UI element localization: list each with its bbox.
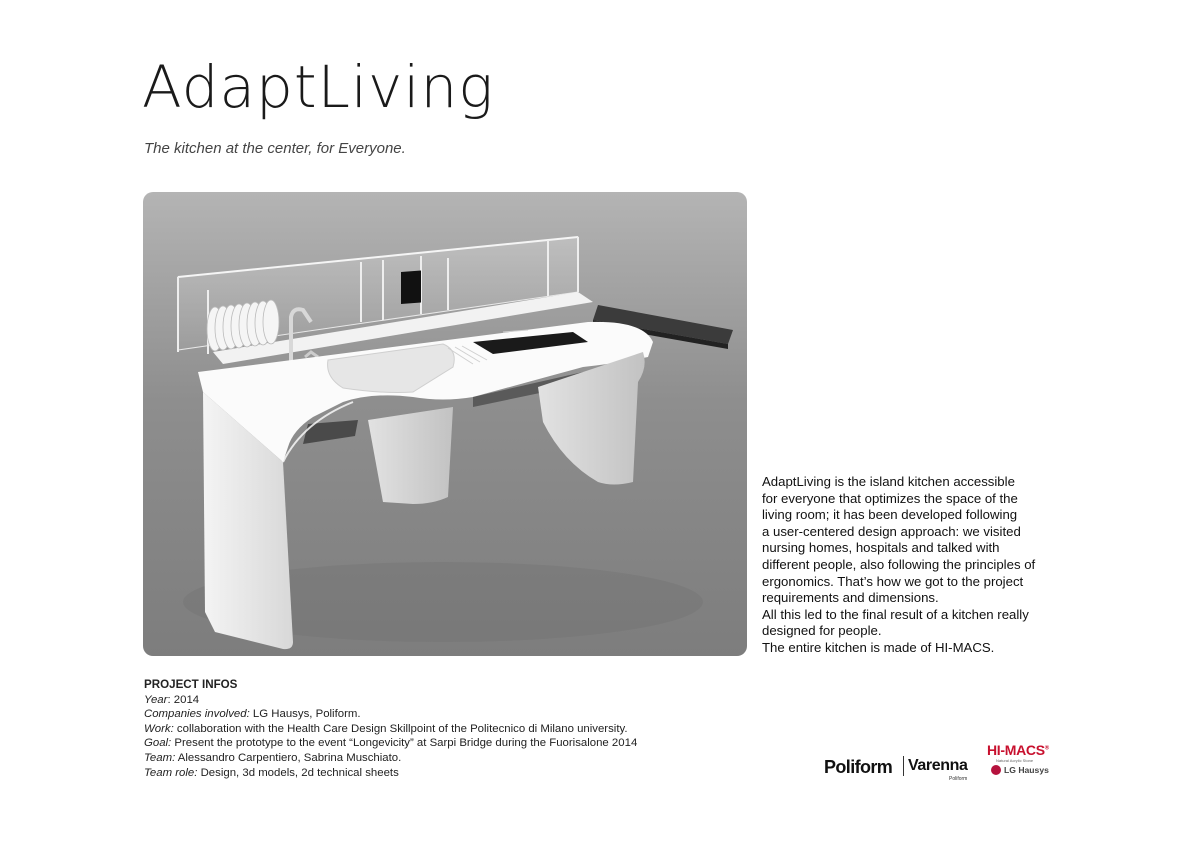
sponsor-logos bbox=[824, 742, 1064, 782]
info-value: LG Hausys, Poliform. bbox=[252, 708, 361, 721]
description-line: different people, also following the principles of bbox=[762, 556, 1036, 572]
lg-logo-icon bbox=[991, 765, 1001, 775]
info-label: Team: bbox=[144, 751, 176, 764]
page-title: AdaptLiving bbox=[142, 53, 495, 121]
info-label: Year bbox=[144, 693, 168, 706]
info-row-year bbox=[144, 693, 637, 708]
varenna-sub-logo: Poliform bbox=[949, 776, 968, 782]
description-line: for everyone that optimizes the space of the bbox=[762, 490, 1018, 506]
info-value: 2014 bbox=[173, 693, 200, 706]
poliform-logo: Poliform bbox=[824, 757, 893, 777]
description-text bbox=[762, 474, 1062, 657]
info-row-companies bbox=[144, 707, 637, 722]
project-infos bbox=[144, 678, 637, 780]
description-line: All this led to the final result of a kitchen really bbox=[762, 606, 1029, 622]
kitchen-render-image bbox=[143, 192, 747, 656]
varenna-logo: Varenna bbox=[908, 757, 968, 774]
info-label: Work: bbox=[144, 722, 174, 735]
description-line: requirements and dimensions. bbox=[762, 590, 939, 606]
info-label: Goal: bbox=[144, 737, 172, 750]
himacs-tagline: Natural Acrylic Stone bbox=[996, 758, 1034, 763]
himacs-logo bbox=[987, 742, 1049, 758]
description-line: a user-centered design approach: we visited bbox=[762, 523, 1021, 539]
description-line: ergonomics. That’s how we got to the project bbox=[762, 573, 1024, 589]
page-subtitle: The kitchen at the center, for Everyone. bbox=[144, 140, 406, 157]
registered-mark: ® bbox=[1044, 745, 1049, 752]
info-label: Companies involved: bbox=[144, 708, 250, 721]
info-value: Design, 3d models, 2d technical sheets bbox=[200, 766, 399, 779]
info-label: Team role: bbox=[144, 766, 198, 779]
info-separator: : bbox=[167, 693, 174, 706]
info-value: collaboration with the Health Care Design Skillpoint of the Politecnico di Milano university. bbox=[176, 722, 628, 735]
himacs-logo-text: HI-MACS bbox=[987, 742, 1045, 758]
description-line: designed for people. bbox=[762, 623, 882, 639]
info-row-work bbox=[144, 722, 637, 737]
description-line: The entire kitchen is made of HI-MACS. bbox=[762, 639, 995, 655]
description-line: AdaptLiving is the island kitchen accessible bbox=[762, 474, 1015, 489]
info-row-team-role bbox=[144, 766, 637, 781]
description-line: living room; it has been developed following bbox=[762, 507, 1018, 523]
info-value: Alessandro Carpentiero, Sabrina Muschiato. bbox=[177, 751, 402, 764]
lg-hausys-logo: LG Hausys bbox=[1004, 765, 1049, 775]
info-row-team bbox=[144, 751, 637, 766]
info-value: Present the prototype to the event “Longevicity” at Sarpi Bridge during the Fuorisalone 2014 bbox=[174, 737, 638, 750]
logo-divider bbox=[903, 756, 904, 776]
project-infos-heading: PROJECT INFOS bbox=[144, 678, 238, 691]
description-line: nursing homes, hospitals and talked with bbox=[762, 540, 1000, 556]
info-row-goal bbox=[144, 736, 637, 751]
